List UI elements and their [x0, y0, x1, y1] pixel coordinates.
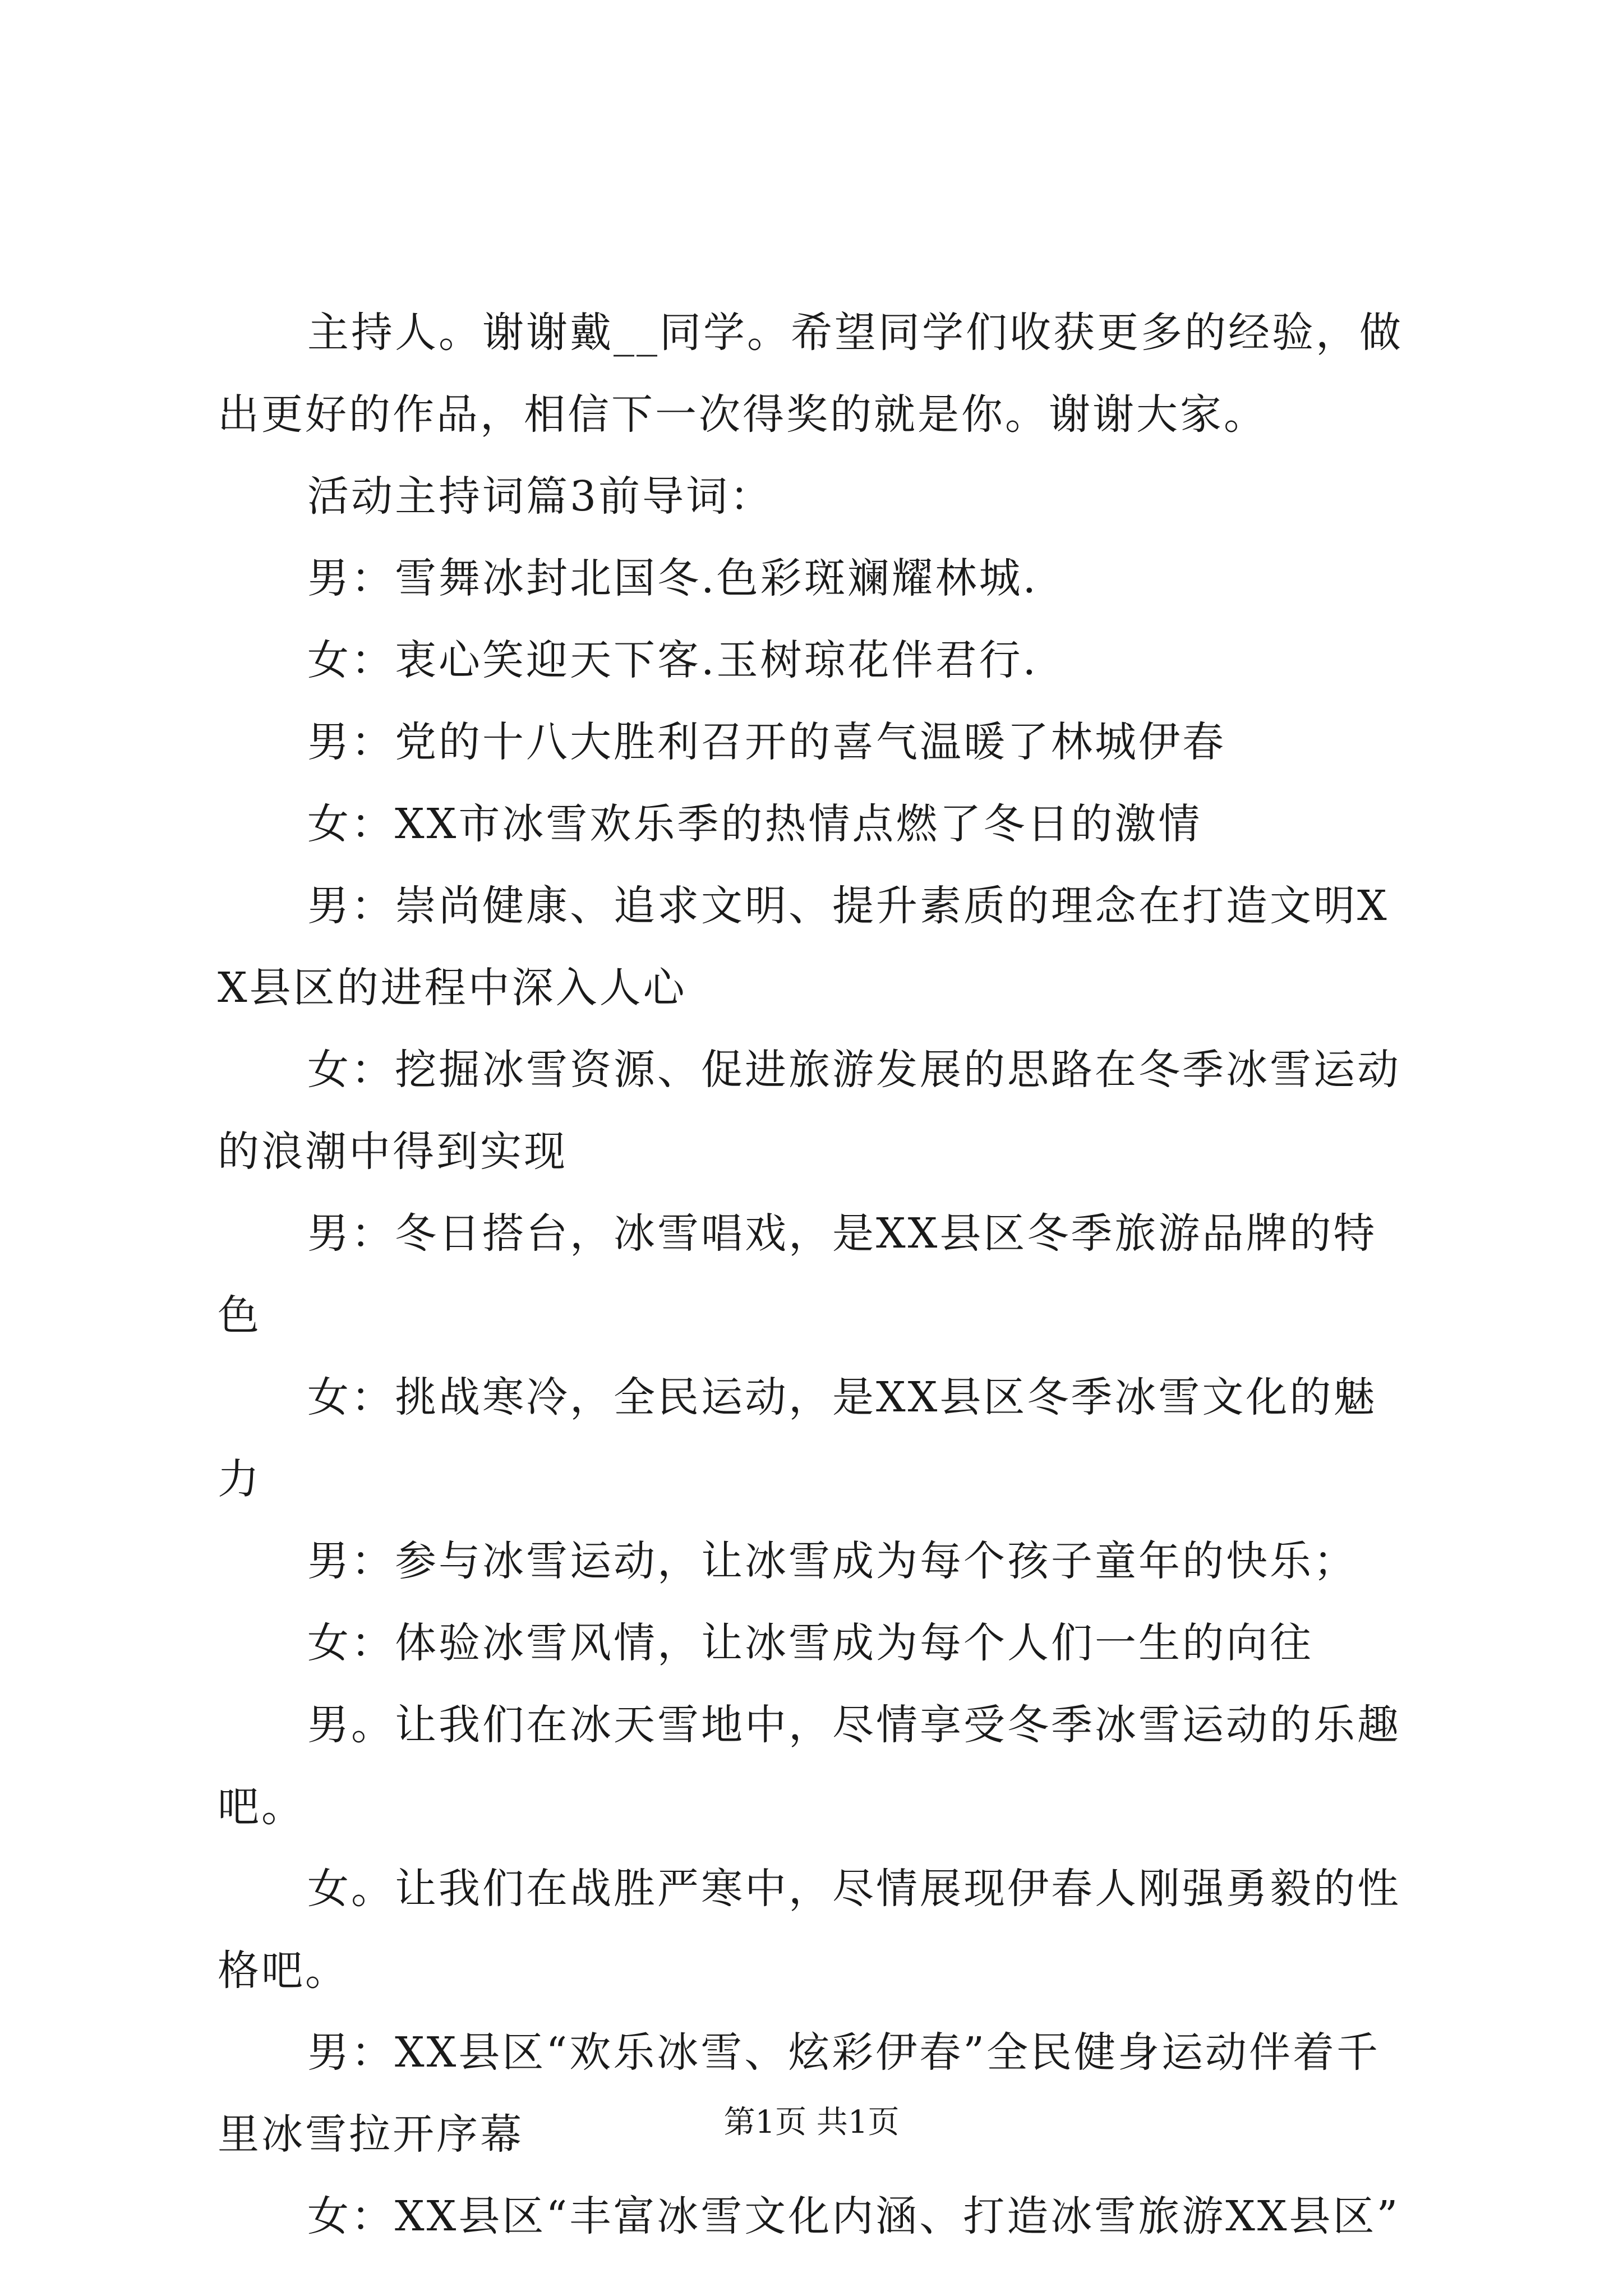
paragraph-dialogue: 男：参与冰雪运动，让冰雪成为每个孩子童年的快乐；	[307, 1537, 1357, 1585]
paragraph-dialogue: 女：XX县区“丰富冰雪文化内涵、打造冰雪旅游XX县区”	[307, 2192, 1400, 2240]
paragraph-dialogue: 女：XX市冰雪欢乐季的热情点燃了冬日的激情	[307, 800, 1202, 848]
paragraph-section-heading: 活动主持词篇3前导词：	[307, 472, 774, 521]
paragraph-dialogue: 男：冬日搭台，冰雪唱戏，是XX县区冬季旅游品牌的特色	[218, 1209, 1377, 1340]
paragraph-dialogue: 男：崇尚健康、追求文明、提升素质的理念在打造文明XX县区的进程中深入人心	[218, 882, 1389, 1012]
paragraph-dialogue: 男：党的十八大胜利召开的喜气温暖了林城伊春	[307, 718, 1226, 766]
page-number-footer: 第1页 共1页	[723, 2104, 900, 2141]
paragraph-dialogue: 女：衷心笑迎天下客.玉树琼花伴君行.	[307, 636, 1039, 684]
paragraph-dialogue: 男。让我们在冰天雪地中，尽情享受冬季冰雪运动的乐趣吧。	[218, 1701, 1401, 1831]
paragraph-dialogue: 男：XX县区“欢乐冰雪、炫彩伊春”全民健身运动伴着千里冰雪拉开序幕	[218, 2028, 1381, 2159]
paragraph-thanks: 主持人。谢谢戴__同学。希望同学们收获更多的经验，做出更好的作品，相信下一次得奖的就是你。谢谢大家。	[218, 309, 1403, 439]
paragraph-dialogue: 女：体验冰雪风情，让冰雪成为每个人们一生的向往	[307, 1619, 1313, 1667]
paragraph-dialogue: 女：挖掘冰雪资源、促进旅游发展的思路在冬季冰雪运动的浪潮中得到实现	[218, 1046, 1401, 1176]
document-body	[218, 292, 1412, 2257]
paragraph-dialogue: 女：挑战寒冷，全民运动，是XX县区冬季冰雪文化的魅力	[218, 1373, 1377, 1503]
paragraph-dialogue: 男：雪舞冰封北国冬.色彩斑斓耀林城.	[307, 554, 1039, 602]
paragraph-dialogue: 女。让我们在战胜严寒中，尽情展现伊春人刚强勇毅的性格吧。	[218, 1865, 1401, 1995]
